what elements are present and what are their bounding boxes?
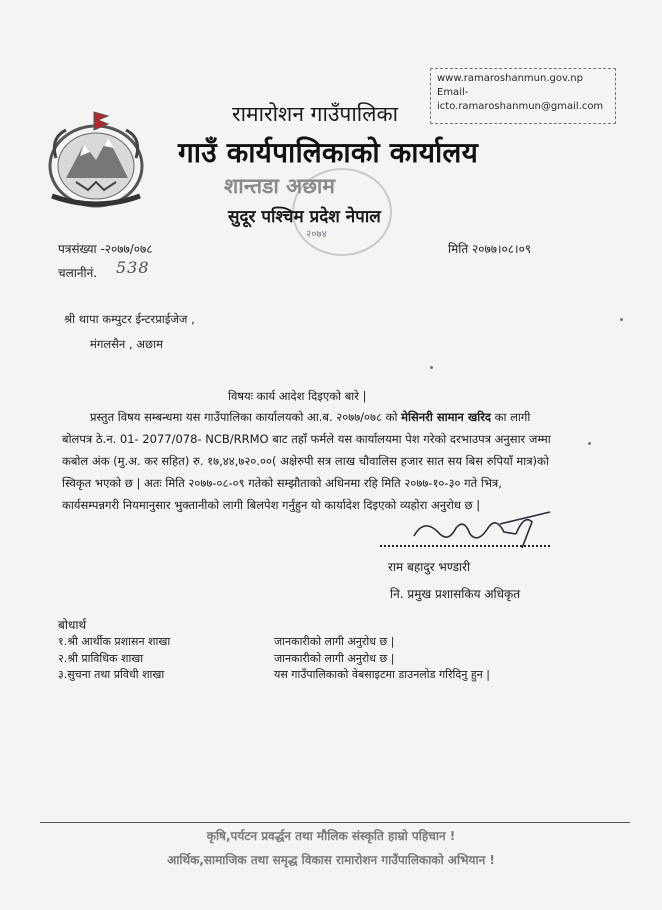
footer-divider xyxy=(40,822,630,823)
body-line-5: कार्यसम्पन्नगरी नियमानुसार भुक्तानीको लागी बिलपेश गर्नुहुन यो कार्यादेश दिइएको व्यहोरा अनुरोध छ | xyxy=(62,498,481,512)
district-line: शान्तडा अछाम xyxy=(224,174,335,198)
scan-mark xyxy=(620,318,623,321)
cc-note: जानकारीको लागी अनुरोध छ | xyxy=(274,652,395,665)
scan-mark xyxy=(588,442,591,445)
office-title: गाउँ कार्यपालिकाको कार्यालय xyxy=(178,136,479,169)
website-link[interactable]: www.ramaroshanmun.gov.np xyxy=(437,73,583,84)
scan-mark xyxy=(430,366,433,369)
signature-line xyxy=(380,545,550,547)
body-line-4: स्विकृत भएको छ | अतः मिति २०७७-०८-०९ गतेको सम्झौताको अधिनमा रहि मिति २०७७-१०-३० गते भित्र, xyxy=(62,476,502,490)
contact-box xyxy=(430,68,616,124)
nepal-emblem-icon xyxy=(36,108,156,210)
footer-slogan-1: कृषि,पर्यटन प्रवर्द्धन तथा मौलिक संस्कृति हाम्रो पहिचान ! xyxy=(206,829,456,843)
letter-date: मिति २०७७।०८।०९ xyxy=(448,242,532,256)
stamp-year: २०७४ xyxy=(306,229,327,240)
cc-recipient: २.श्री प्राविधिक शाखा xyxy=(58,652,144,665)
subject-line: विषयः कार्य आदेश दिइएको बारे | xyxy=(228,389,367,403)
email-label: Email- xyxy=(437,87,469,98)
body-line-1 xyxy=(90,410,630,425)
footer-slogan-2: आर्थिक,सामाजिक तथा समृद्ध विकास रामारोशन गाउँपालिकाको अभियान ! xyxy=(167,853,495,867)
cc-note: जानकारीको लागी अनुरोध छ | xyxy=(274,635,395,648)
recipient-name: श्री थापा कम्पुटर ईन्टरप्राईजेज , xyxy=(64,312,195,326)
dispatch-label: चलानीनं. xyxy=(58,266,98,280)
email-link[interactable]: icto.ramaroshanmun@gmail.com xyxy=(437,101,604,112)
province-line: सुदूर पश्चिम प्रदेश नेपाल xyxy=(228,207,381,227)
cc-note: यस गाउँपालिकाको वेबसाइटमा डाउनलोड गरिदिनु हुन | xyxy=(274,668,490,681)
body-line-3: कबोल अंक (मु.अ. कर सहित) रु. १७,४४,७२०.००( अक्षेरुपी सत्र लाख चौवालिस हजार सात सय बिस रुपियाँ मात्र)को xyxy=(62,454,549,468)
dispatch-number: 538 xyxy=(116,258,150,277)
signatory-title: नि. प्रमुख प्रशासकिय अधिकृत xyxy=(390,587,521,601)
body-line-1-text: प्रस्तुत विषय सम्बन्धमा यस गाउँपालिका कार्यालयको आ.ब. २०७७/०७८ को xyxy=(90,410,402,424)
reference-number: पत्रसंख्या -२०७७/०७८ xyxy=(58,242,153,256)
signatory-name: राम बहादुर भण्डारी xyxy=(388,560,471,574)
body-line-1-tail: का लागी xyxy=(491,410,531,424)
cc-heading: बोधार्थ xyxy=(58,618,87,632)
cc-recipient: ३.सुचना तथा प्रविधी शाखा xyxy=(58,668,165,681)
municipality-name: रामारोशन गाउँपालिका xyxy=(232,102,399,126)
order-item: मेसिनरी सामान खरिद xyxy=(401,410,492,424)
body-line-2: बोलपत्र ठे.न. 01- 2077/078- NCB/RRMO बाट तहाँ फर्मले यस कार्यालयमा पेश गरेको दरभाउपत्र अनुसार जम्मा xyxy=(62,432,551,446)
recipient-address: मंगलसैन , अछाम xyxy=(90,337,163,351)
cc-recipient: १.श्री आर्थीक प्रशासन शाखा xyxy=(58,635,171,648)
